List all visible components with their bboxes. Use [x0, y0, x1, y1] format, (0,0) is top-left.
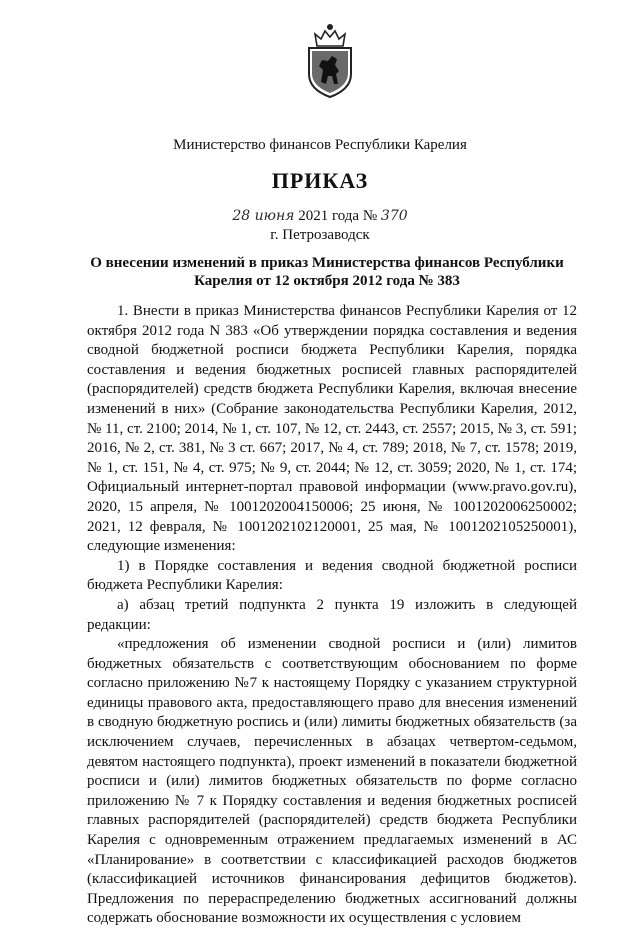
document-title: ПРИКАЗ — [271, 168, 369, 193]
ministry-name: Министерство финансов Республики Карелия — [173, 137, 467, 153]
paragraph: 1. Внести в приказ Министерства финансов Республики Карелия от 12 октября 2012 года N 383 «Об утверждении порядка составления и ведения сводной бюджетной росписи бюджета Республики Карелия, порядка составления и ведения бюджетных росписей главных распорядителей (распорядителей) средств бюджета Республики Карелия, включая внесение изменений в них» (Собрание законодательства Республики Карелия, 2012, № 11, ст. 2100; 2014, № 1, ст. 107, № 12, ст. 2443, ст. 2557; 2015, № 3, ст. 591; 2016, № 2, ст. 381, № 3 ст. 667; 2017, № 4, ст. 789; 2018, № 7, ст. 1578; 2019, № 1, ст. 151, № 4, ст. 975; № 9, ст. 2044; № 12, ст. 3059; 2020, № 1, ст. 174; Официальный интернет-портал правовой информации (www.pravo.gov.ru), 2020, 15 апреля, № 1001202004150006; 25 июня, № 1001202006250002; 2021, 12 февраля, № 1001202102120001, 25 мая, № 1001202105250001), следующие изменения: — [87, 303, 577, 555]
karelia-coat-of-arms-icon — [301, 22, 359, 98]
order-body — [87, 302, 577, 929]
paragraph: «предложения об изменении сводной росписи и (или) лимитов бюджетных обязательств с соответствующим обоснованием по форме согласно приложению №7 к настоящему Порядку с указанием структурной единицы правового акта, предоставляющего право для внесения изменений в сводную бюджетную роспись и (или) лимиты бюджетных обязательств (за исключением случаев, перечисленных в абзацах четвертом-седьмом, девятом настоящего подпункта), проект изменений в показатели бюджетной росписи и (или) лимитов бюджетных обязательств по форме согласно приложению № 7 к Порядку составления и ведения бюджетных росписей главных распорядителей (распорядителей) средств бюджета Республики Карелия с одновременным отражением предлагаемых изменений в АС «Планирование» в соответствии с классификацией расходов бюджетов (классификацией источников финансирования дефицитов бюджетов). Предложения по перераспределению бюджетных ассигнований должны содержать обоснование возможности их осуществления с условием — [87, 636, 577, 927]
paragraph: 1) в Порядке составления и ведения сводной бюджетной росписи бюджета Республики Карелия: — [87, 557, 577, 594]
paragraph: а) абзац третий подпункта 2 пункта 19 изложить в следующей редакции: — [87, 596, 577, 633]
city: г. Петрозаводск — [270, 227, 370, 243]
handwritten-number: 370 — [380, 208, 408, 224]
date-number-line — [0, 208, 640, 225]
year-text: 2021 года № — [298, 208, 378, 224]
handwritten-date: 28 июня — [232, 208, 295, 224]
order-subject: О внесении изменений в приказ Министерства финансов Республики Карелия от 12 октября 2012 года № 383 — [90, 255, 564, 289]
